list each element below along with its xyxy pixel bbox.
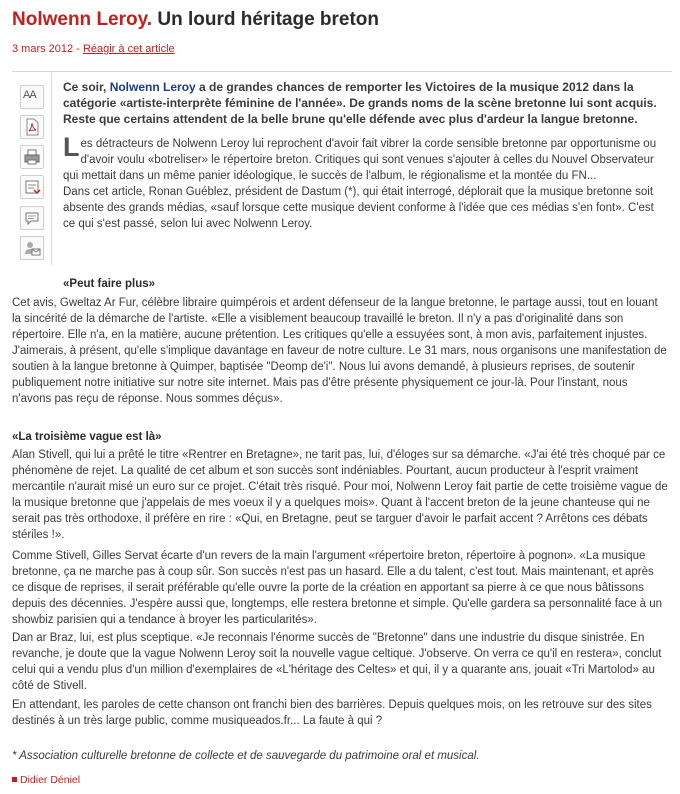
paragraph-2: Dans cet article, Ronan Guéblez, président de Dastum (*), qui était interrogé, déplorait que la musique bretonne soit absente des grands médias, «sauf lorsque cette musique devient conforme à l'idée que ces médias s'en font». C'est ce qui s'est passé, selon lui avec Nolwenn Leroy. [63, 186, 654, 230]
text-size-icon: AA [23, 89, 36, 101]
title-rest: Un lourd héritage breton [157, 9, 380, 30]
lead-text-end: a de grandes chances de remporter les Victoires de la musique 2012 dans la catégorie «artiste-interprète féminine de l'année». De grands noms de la scène bretonne lui sont acquis. Reste que certains attendent de la belle brune qu'elle défende avec plus d'ardeur la langue bretonne. [63, 80, 657, 126]
subheading-troisieme-vague: «La troisième vague est là» [12, 431, 162, 443]
article-title [12, 9, 379, 31]
comment-link[interactable]: Réagir à cet article [82, 43, 175, 55]
article-meta [12, 43, 175, 55]
lead-text-start: Ce soir, [63, 80, 110, 94]
drop-cap: L [63, 132, 80, 162]
meta-separator: - [73, 43, 83, 55]
article-intro [63, 132, 669, 232]
lead-artist-link[interactable]: Nolwenn Leroy [109, 80, 196, 94]
save-icon [21, 176, 43, 198]
footnote: * Association culturelle bretonne de collecte et de sauvegarde du patrimoine oral et musical. [12, 750, 480, 762]
article-lead [63, 79, 666, 127]
header-divider [12, 71, 672, 72]
paragraph-6: Dan ar Braz, lui, est plus sceptique. «Je reconnais l'énorme succès de "Bretonne" dans une industrie du disque sinistrée. En revanche, je doute que la vague Nolwenn Leroy soit la nouvelle vague celtique. J'observe. On verra ce qu'il en restera», conclut celui qui a vendu plus d'un million d'exemplaires de «L'héritage des Celtes» et qui, il y a quarante ans, jouait «Tri Martolod» au côté de Stivell. [12, 632, 662, 692]
save-button[interactable] [20, 175, 44, 199]
email-icon [21, 237, 43, 259]
text-size-button[interactable] [20, 85, 44, 109]
paragraph-1: es détracteurs de Nolwenn Leroy lui reprochent d'avoir fait vibrer la corde sensible bretonne par opportunisme ou d'avoir voulu «botreliser» le répertoire breton. Critiques qui sont venues s'ajouter à celles du Nouvel Observateur qui mettait dans un même panier idéologique, le succès de l'album, le régionalisme et la montée du FN... [63, 138, 657, 182]
author-byline[interactable] [12, 774, 80, 786]
title-name: Nolwenn Leroy. [12, 9, 153, 30]
paragraph-7: En attendant, les paroles de cette chanson ont franchi bien des barrières. Depuis quelques mois, on les retrouve sur des sites destinés à un très large public, comme musiqueados.fr... La faute à qui ? [12, 699, 652, 727]
print-icon [21, 146, 43, 168]
print-button[interactable] [20, 145, 44, 169]
bullet-square-icon [12, 777, 17, 782]
comment-button[interactable] [20, 206, 44, 230]
paragraph-3: Cet avis, Gweltaz Ar Fur, célèbre libraire quimpérois et ardent défenseur de la langue bretonne, le partage aussi, tout en louant la sincérité de la démarche de l'artiste. «Elle a visiblement beaucoup travaillé le breton. Il n'y a pas d'originalité dans son répertoire. Elle n'a, en la matière, aucune prétention. Les critiques qu'elle a essuyées sont, à mon avis, parfaitement injustes. J'aimerais, à présent, qu'elle s'implique davantage en faveur de notre culture. Le 31 mars, nous organisons une manifestation de soutien à la langue bretonne à Quimper, baptisée "Deomp de'i". Nous lui avons demandé, à plusieurs reprises, de soutenir publiquement notre initiative sur notre site internet. Mais pas d'être présente physiquement ce jour-là. Pour l'instant, nous n'avons pas reçu de réponse. Nous sommes déçus». [12, 297, 667, 405]
pdf-icon [21, 116, 43, 138]
paragraph-4: Alan Stivell, qui lui a prêté le titre «Rentrer en Bretagne», ne tarit pas, lui, d'éloges sur sa démarche. «J'ai été très choqué par ce phénomène de rejet. La qualité de cet album et son succès sont indéniables. Pourtant, aucun producteur à l'esprit vraiment mercantile n'aurait misé un euro sur ce projet. C'était très risqué. Pour moi, Nolwenn Leroy fait partie de cette troisième vague de la musique bretonne que j'appelais de mes voeux il y a quelques mois». Quant à l'accent breton de la jeune chanteuse qui ne serait pas très orthodoxe, il préfère en rire : «Qui, en Bretagne, peut se targuer d'avoir le parfait accent ? Arrêtons ces débats stériles !». [12, 449, 668, 541]
pdf-button[interactable] [20, 115, 44, 139]
article-date: 3 mars 2012 [12, 43, 74, 55]
email-button[interactable] [20, 236, 44, 260]
article-toolbar [12, 73, 52, 265]
paragraph-5: Comme Stivell, Gilles Servat écarte d'un revers de la main l'argument «répertoire breton, répertoire à pognon». «La musique bretonne, ça ne marche pas à coup sûr. Son succès n'est pas un hasard. Elle a du talent, c'est tout. Mais maintenant, et après ce disque de reprises, il serait préférable qu'elle ouvre la porte de la création en apportant sa pierre à ce que nous bâtissons depuis des décennies. J'espère aussi que, longtemps, elle restera bretonne et simple. Qu'elle gardera sa personnalité face à un showbiz parisien qui a tendance à broyer les particularités». [12, 550, 663, 626]
comment-icon [21, 207, 43, 229]
author-name: Didier Déniel [20, 774, 81, 786]
subheading-peut-faire-plus: «Peut faire plus» [63, 278, 156, 290]
